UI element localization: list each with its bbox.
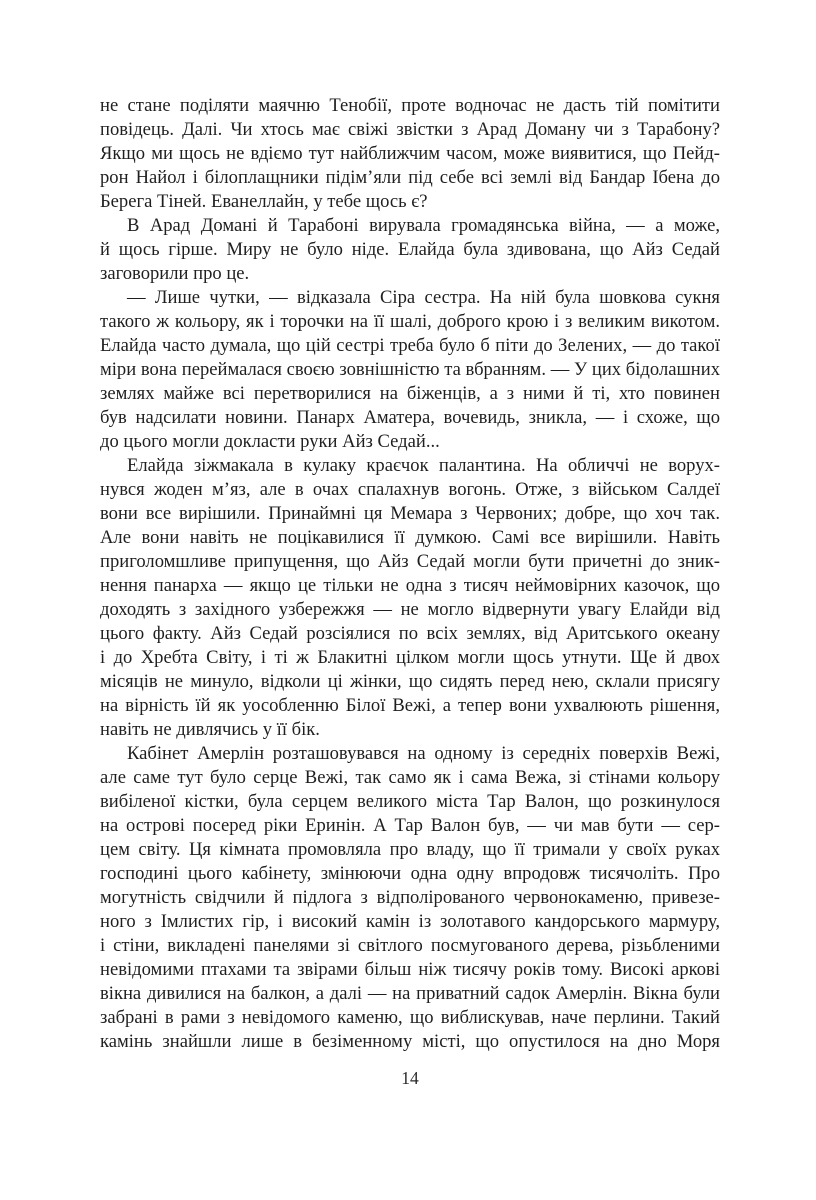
text-line: до цього могли докласти руки Айз Седай... <box>100 431 440 452</box>
paragraph <box>100 454 720 742</box>
text-line: Якщо ми щось не вдіємо тут найближчим часом, може виявитися, що Пейд- <box>100 143 720 164</box>
text-line: землях майже всі перетворилися на біженців, а з ними й ті, хто повинен <box>100 383 720 404</box>
text-line: заговорили про це. <box>100 263 250 284</box>
text-line: вони все вирішили. Принаймні ця Мемара з Червоних; добре, що хоч так. <box>100 503 720 524</box>
text-line: і стіни, викладені панелями зі світлого посмугованого дерева, різьбленими <box>100 935 720 956</box>
text-line: нення панарха — якщо це тільки не одна з тисяч неймовірних казочок, що <box>100 575 720 596</box>
text-line: такого ж кольору, як і торочки на її шалі, доброго крою і з великим викотом. <box>100 311 720 332</box>
text-line: могутність свідчили й підлога з відполірованого червонокаменю, привезе- <box>100 887 720 908</box>
text-line: доходять з західного узбережжя — не могло відвернути увагу Елайди від <box>100 599 720 620</box>
text-line: нувся жоден м’яз, але в очах спалахнув вогонь. Отже, з військом Салдеї <box>100 479 720 500</box>
text-line: господині цього кабінету, змінюючи одна одну впродовж тисячоліть. Про <box>100 863 720 884</box>
text-column <box>100 94 720 1054</box>
paragraph <box>100 742 720 1054</box>
text-line: В Арад Домані й Тарабоні вирувала громадянська війна, — а може, <box>127 215 720 236</box>
text-line: невідомими птахами та звірами більш ніж тисячу років тому. Високі аркові <box>100 959 720 980</box>
text-line: Елайда часто думала, що цій сестрі треба було б піти до Зелених, — до такої <box>100 335 720 356</box>
text-line: вікна дивилися на балкон, а далі — на приватний садок Амерлін. Вікна були <box>100 983 720 1004</box>
text-line: але саме тут було серце Вежі, так само як і сама Вежа, зі стінами кольору <box>100 767 720 788</box>
text-line: Елайда зіжмакала в кулаку краєчок палантина. На обличчі не ворух- <box>127 455 720 476</box>
text-line: на вірність їй як уособленню Білої Вежі, а тепер вони ухвалюють рішення, <box>100 695 720 716</box>
text-line: ного з Імлистих гір, і високий камін із золотавого кандорського мармуру, <box>100 911 720 932</box>
text-line: і до Хребта Світу, і ті ж Блакитні цілком могли щось утнути. Ще й двох <box>100 647 720 668</box>
text-line: місяців не минуло, відколи ці жінки, що сидять перед нею, склали присягу <box>100 671 720 692</box>
text-line: Кабінет Амерлін розташовувався на одному із середніх поверхів Вежі, <box>127 743 720 764</box>
text-line: Берега Тіней. Еванеллайн, у тебе щось є? <box>100 191 428 212</box>
text-line: цем світу. Ця кімната промовляла про владу, що її тримали у своїх руках <box>100 839 720 860</box>
text-line: міри вона переймалася своєю зовнішністю та вбранням. — У цих бідолашних <box>100 359 720 380</box>
text-line: й щось гірше. Миру не було ніде. Елайда була здивована, що Айз Седай <box>100 239 720 260</box>
paragraph <box>100 94 720 214</box>
text-line: — Лише чутки, — відказала Сіра сестра. На ній була шовкова сукня <box>127 287 720 308</box>
text-line: цього факту. Айз Седай розсіялися по всіх землях, від Аритського океану <box>100 623 720 644</box>
text-line: забрані в рами з невідомого каменю, що виблискував, наче перлини. Такий <box>100 1007 720 1028</box>
text-line: приголомшливе припущення, що Айз Седай могли бути причетні до зник- <box>100 551 720 572</box>
paragraph <box>100 214 720 286</box>
text-line: Але вони навіть не поцікавилися її думкою. Самі все вирішили. Навіть <box>100 527 720 548</box>
text-line: навіть не дивлячись у її бік. <box>100 719 320 740</box>
text-line: на острові посеред ріки Еринін. А Тар Валон був, — чи мав бути — сер- <box>100 815 720 836</box>
paragraph <box>100 286 720 454</box>
text-line: рон Найол і білоплащники підім’яли під себе всі землі від Бандар Ібена до <box>100 167 720 188</box>
text-line: вибіленої кістки, була серцем великого міста Тар Валон, що розкинулося <box>100 791 720 812</box>
text-line: камінь знайшли лише в безіменному місті, що опустилося на дно Моря <box>100 1031 720 1052</box>
text-line: не стане поділяти маячню Тенобії, проте водночас не дасть тій помітити <box>100 95 720 116</box>
page-number: 14 <box>401 1068 419 1088</box>
text-line: повідець. Далі. Чи хтось має свіжі звістки з Арад Доману чи з Тарабону? <box>100 119 720 140</box>
text-line: був надсилати новини. Панарх Аматера, вочевидь, зникла, — і схоже, що <box>100 407 720 428</box>
